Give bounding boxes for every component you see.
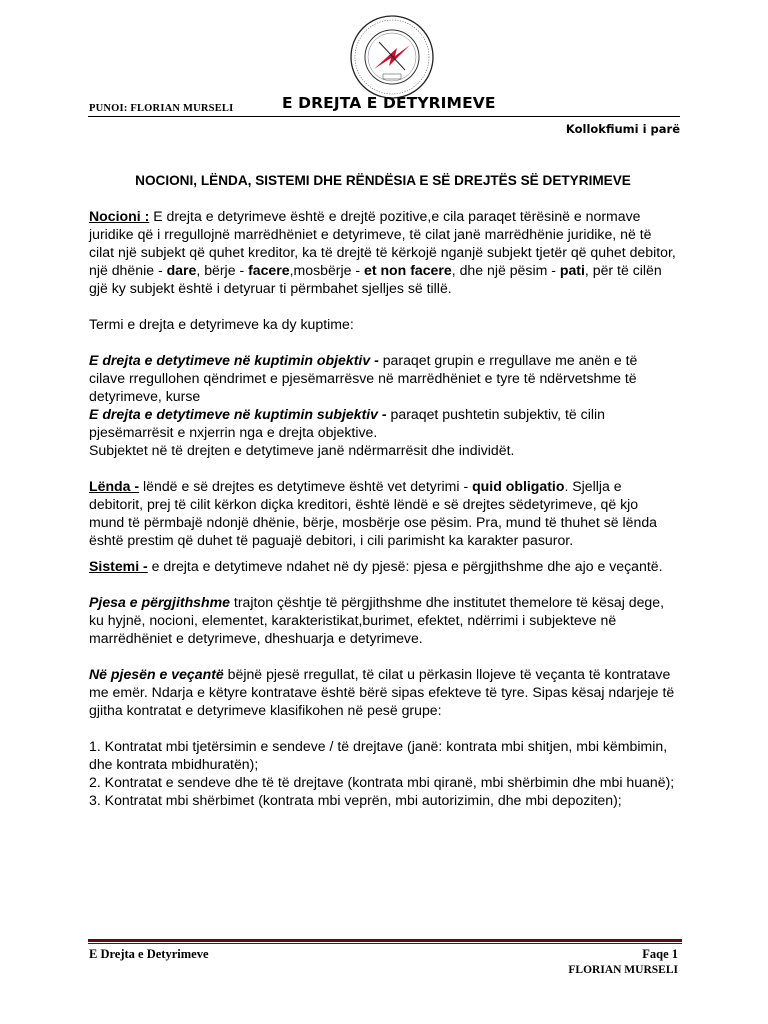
paragraph-text: E drejta e detyrimeve është e drejtë pozitive,e cila paraqet tërësinë e normave juridike që i rregullojnë marrëdhëniet e detyrimeve, të cilat janë marrëdhënie juridike, në të cilat një subjekt që quhet kreditor, ka të drejtë të kërkojë nganjë subjekt tjetër që quhet debitor, një dhënie - [89, 208, 676, 278]
paragraph-text: paraqet pushtetin subjektiv, të cilin pjesëmarrësit e nxjerrin nga e drejta objektive. [89, 406, 605, 440]
header-title: E DREJTA E DETYRIMEVE [282, 94, 496, 112]
term-objektiv: E drejta e detytimeve në kuptimin objektiv - [89, 352, 379, 368]
list-item: 3. Kontratat mbi shërbimet (kontrata mbi veprën, mbi autorizimin, dhe mbi depoziten); [89, 792, 622, 808]
term-lenda: Lënda - [89, 478, 140, 494]
header-author: PUNOI: FLORIAN MURSELI [89, 103, 234, 114]
paragraph-objektiv [89, 351, 677, 405]
paragraph-pjesa-vecante [89, 665, 677, 719]
term-quid-obligatio: quid obligatio [472, 478, 565, 494]
term-nocioni: Nocioni : [89, 208, 150, 224]
paragraph-text: , dhe një pësim - [451, 262, 560, 278]
section-heading: NOCIONI, LËNDA, SISTEMI DHE RËNDËSIA E SË DREJTËS SË DETYRIMEVE [135, 173, 631, 188]
paragraph-text: lëndë e së drejtes es detytimeve është vet detyrimi - [139, 478, 473, 494]
list-item: 2. Kontratat e sendeve dhe të të drejtave (kontrata mbi qiranë, mbi shërbimin dhe mbi huanë); [89, 774, 675, 790]
term-pjesa-pergjithshme: Pjesa e përgjithshme [89, 594, 230, 610]
paragraph-text: , për të cilën gjë ky subjekt është i detyruar ti përmbahet sjelljes së tillë. [89, 262, 662, 296]
page-number: Faqe 1 [642, 947, 678, 961]
term-subjektiv: E drejta e detytimeve në kuptimin subjektiv - [89, 406, 387, 422]
footer-title: E Drejta e Detyrimeve [89, 947, 209, 961]
footer-divider-thin [88, 943, 682, 944]
list-item: 1. Kontratat mbi tjetërsimin e sendeve / të drejtave (janë: kontrata mbi shitjen, mbi këmbimin, dhe kontrata mbidhuratën); [89, 738, 668, 772]
paragraph-termi: Termi e drejta e detyrimeve ka dy kuptime: [89, 316, 354, 332]
paragraph-text: paraqet grupin e rregullave me anën e të cilave rregullohen qëndrimet e pjesëmarrësve në marrëdhëniet e tyre të ndërvetshme të detyrimeve, kurse [89, 352, 638, 404]
university-seal-icon [349, 14, 435, 100]
paragraph-text: , bërje - [196, 262, 249, 278]
paragraph-text: trajton çështje të përgjithshme dhe institutet themelore të kësaj dege, ku hyjnë, nocioni, elementet, karakteristikat,burimet, efektet, ndërrimi i subjekteve në marrëdhëniet e detyrimeve, dheshuarja e detyrimeve. [89, 594, 665, 646]
term-pati: pati [559, 262, 585, 278]
paragraph-text: . Sjellja e debitorit, prej të cilit kërkon diçka kreditori, është lëndë e së drejtes sëdetyrimeve, që kjo mund të përmbajë ndonjë dhënie, bërje, mosbërje ose pësim. Pra, mund të thuhet së lënda është prestim që duhet të paguajë debitori, i cili parimisht ka karakter pasuror. [89, 478, 658, 548]
header-divider [88, 116, 680, 117]
footer-divider [88, 939, 682, 942]
term-dare: dare [166, 262, 197, 278]
paragraph-text: bëjnë pjesë rregullat, të cilat u përkasin llojeve të veçanta të kontratave me emër. Ndarja e këtyre kontratave është bërë sipas efekteve të tyre. Sipas kësaj ndarjeje të gjitha kontratat e detyrimeve klasifikohen në pesë grupe: [89, 666, 675, 718]
term-pjesa-vecante: Në pjesën e veçantë [89, 666, 224, 682]
header-subtitle: Kollokfiumi i parë [565, 122, 680, 136]
paragraph-pjesa-pergjithshme [89, 593, 677, 647]
term-non-facere: et non facere [364, 262, 452, 278]
footer-author: FLORIAN MURSELI [568, 964, 678, 976]
paragraph-subjektet: Subjektet në të drejten e detytimeve janë ndërmarrësit dhe individët. [89, 442, 515, 458]
paragraph-nocioni [89, 207, 677, 297]
term-sistemi: Sistemi - [89, 558, 148, 574]
paragraph-sistemi [89, 557, 677, 575]
paragraph-text: ,mosbërje - [289, 262, 364, 278]
term-facere: facere [248, 262, 290, 278]
document-body [89, 172, 677, 809]
paragraph-subjektiv [89, 405, 677, 441]
paragraph-lenda [89, 477, 677, 549]
paragraph-text: e drejta e detytimeve ndahet në dy pjesë: pjesa e përgjithshme dhe ajo e veçantë. [147, 558, 663, 574]
